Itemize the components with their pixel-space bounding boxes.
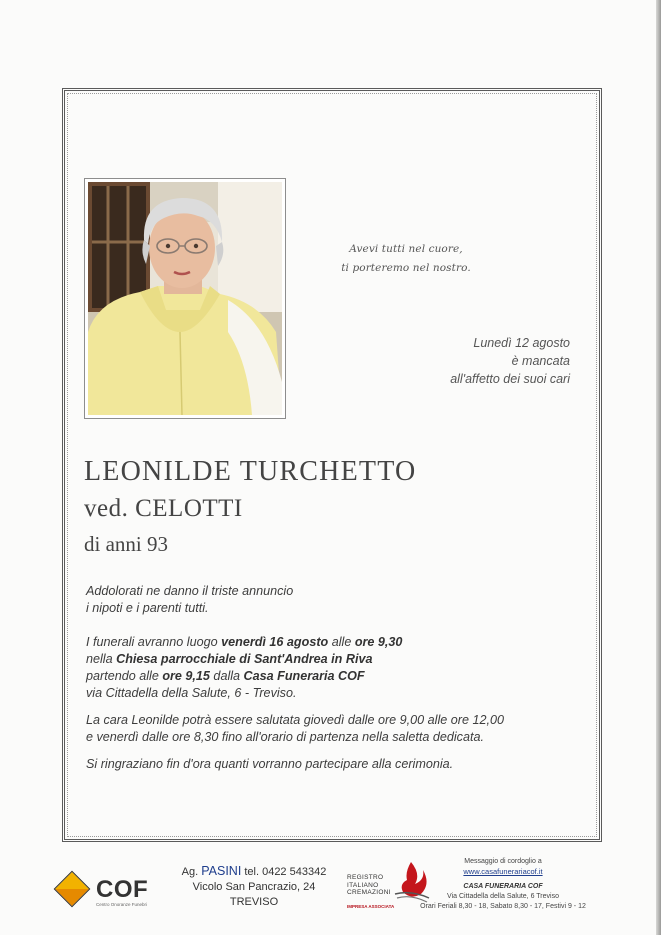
cof-logo-subtitle: Centro Onoranze Funebri xyxy=(96,902,148,907)
announcement-paragraph-1 xyxy=(86,583,556,617)
deceased-age: di anni 93 xyxy=(84,532,168,556)
visitation-details xyxy=(86,712,556,746)
agency-prefix: Ag. xyxy=(181,866,202,878)
agency-phone: tel. 0422 543342 xyxy=(241,866,327,878)
widow-of: ved. CELOTTI xyxy=(84,495,243,522)
opening-hours: Orari Feriali 8,30 - 18, Sabato 8,30 - 17, Festivi 9 - 12 xyxy=(420,903,586,910)
funeral-home-footer-name: CASA FUNERARIA COF xyxy=(463,883,543,890)
p2-text-b: alle xyxy=(328,635,355,649)
p2-line-2 xyxy=(86,651,556,668)
p2-text-c: nella xyxy=(86,652,117,666)
p2-text-a: I funerali avranno luogo xyxy=(86,635,222,649)
cof-logo-text: COF xyxy=(96,876,149,903)
funeral-home-name: Casa Funeraria COF xyxy=(243,669,365,683)
cof-logo xyxy=(56,870,166,912)
registro-line-1: REGISTRO xyxy=(347,874,384,881)
p3-line-2: e venerdì dalle ore 8,30 fino all'orario di partenza nella saletta dedicata. xyxy=(86,730,484,744)
p2-text-e: dalla xyxy=(209,669,244,683)
memorial-verse xyxy=(296,240,516,278)
p1-line-1: Addolorati ne danno il triste annuncio xyxy=(86,584,294,598)
church-name: Chiesa parrocchiale di Sant'Andrea in Riva xyxy=(116,652,373,666)
agency-line-1 xyxy=(174,864,334,880)
funeral-details xyxy=(86,634,556,702)
death-note-line-3: all'affetto dei suoi cari xyxy=(450,372,570,386)
registro-line-2: ITALIANO xyxy=(347,881,379,889)
agency-street: Vicolo San Pancrazio, 24 xyxy=(192,881,316,893)
agency-info xyxy=(174,864,334,910)
p2-line-1 xyxy=(86,634,556,651)
agency-name: PASINI xyxy=(201,864,242,878)
death-note-line-2: è mancata xyxy=(511,354,570,368)
deceased-name: LEONILDE TURCHETTO xyxy=(84,456,417,487)
registro-line-3: CREMAZIONI xyxy=(347,889,391,896)
registro-text xyxy=(347,874,391,897)
deceased-photo-frame xyxy=(84,178,286,419)
death-note-line-1: Lunedì 12 agosto xyxy=(473,336,570,350)
agency-city: TREVISO xyxy=(229,896,279,908)
p2-line-3 xyxy=(86,668,556,685)
funeral-time: ore 9,30 xyxy=(354,635,403,649)
footer xyxy=(0,852,656,935)
funeral-home-footer-address: Via Cittadella della Salute, 6 Treviso xyxy=(447,893,559,900)
death-date-note xyxy=(370,334,570,388)
funeral-home-address: via Cittadella della Salute, 6 - Treviso. xyxy=(86,686,297,700)
funeral-date: venerdì 16 agosto xyxy=(221,635,329,649)
condolences-info xyxy=(404,857,602,912)
cof-diamond-icon xyxy=(54,871,91,908)
p2-text-d: partendo alle xyxy=(86,669,163,683)
deceased-photo xyxy=(88,182,282,415)
page-edge-shadow xyxy=(656,0,661,935)
departure-time: ore 9,15 xyxy=(162,669,210,683)
verse-line-2: ti porteremo nel nostro. xyxy=(341,262,471,274)
thanks-note: Si ringraziano fin d'ora quanti vorranno partecipare alla cerimonia. xyxy=(86,757,454,771)
p3-line-1: La cara Leonilde potrà essere salutata giovedì dalle ore 9,00 alle ore 12,00 xyxy=(86,713,504,727)
condolences-link[interactable]: www.casafunerariacof.it xyxy=(463,867,543,876)
registro-associated: IMPRESA ASSOCIATA xyxy=(347,904,395,909)
condolences-intro: Messaggio di cordoglio a xyxy=(464,858,542,865)
p1-line-2: i nipoti e i parenti tutti. xyxy=(86,601,209,615)
verse-line-1: Avevi tutti nel cuore, xyxy=(349,243,463,255)
